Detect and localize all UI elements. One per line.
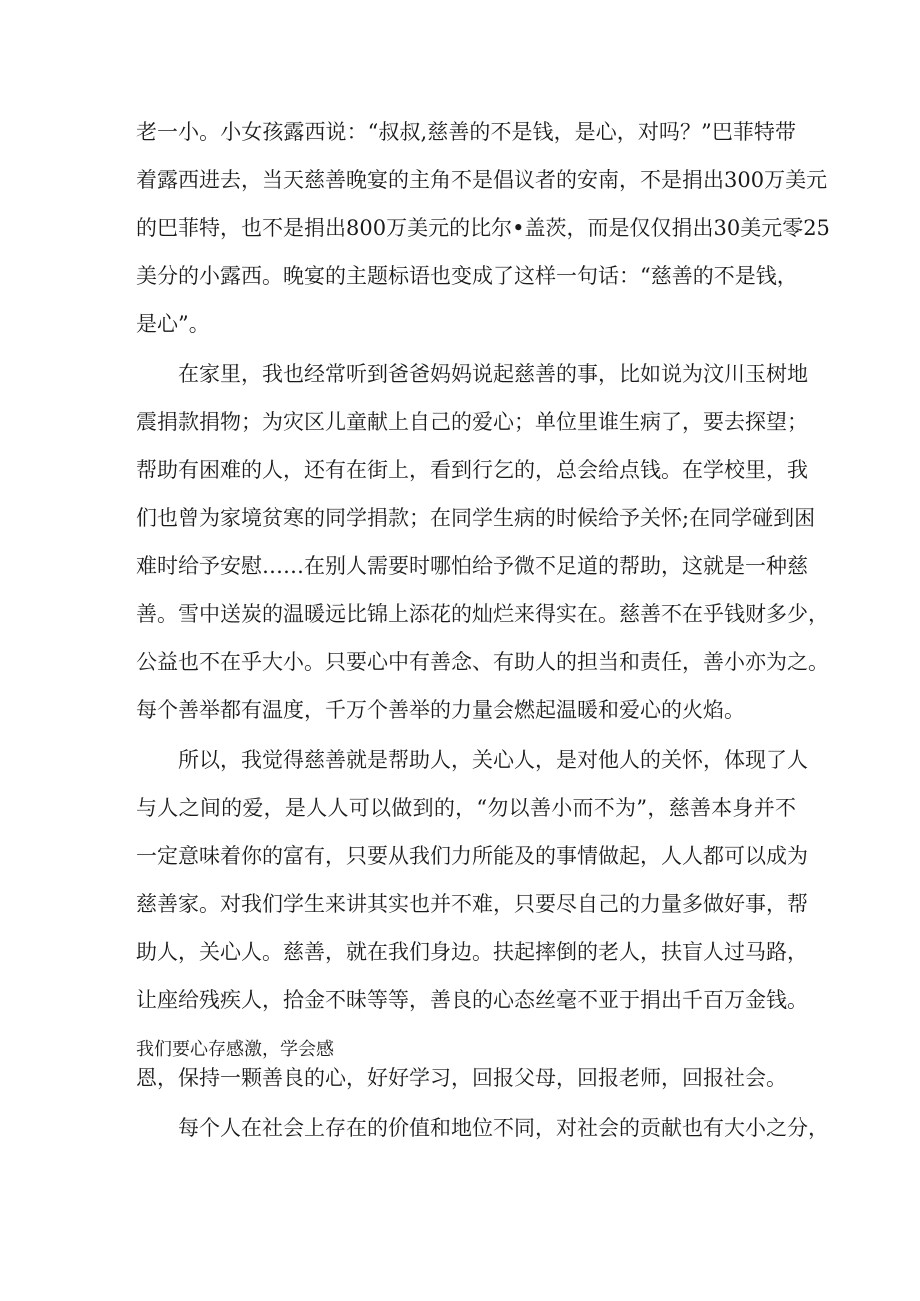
paragraph-1-line-5: 是心”。	[136, 312, 210, 336]
paragraph-2-line-1: 在家里，我也经常听到爸爸妈妈说起慈善的事，比如说为汶川玉树地	[178, 362, 808, 386]
paragraph-2-line-8: 每个善举都有温度，千万个善举的力量会燃起温暖和爱心的火焰。	[136, 698, 745, 722]
paragraph-3-line-1: 所以，我觉得慈善就是帮助人，关心人，是对他人的关怀，体现了人	[178, 748, 808, 772]
paragraph-2-line-2: 震捐款捐物；为灾区儿童献上自己的爱心；单位里谁生病了，要去探望；	[136, 410, 808, 434]
paragraph-1-line-4: 美分的小露西。晚宴的主题标语也变成了这样一句话：“慈善的不是钱，	[136, 264, 798, 288]
paragraph-3-line-4: 慈善家。对我们学生来讲其实也并不难，只要尽自己的力量多做好事，帮	[136, 892, 808, 916]
paragraph-1-line-2: 着露西进去，当天慈善晚宴的主角不是倡议者的安南，不是捐出300万美元	[136, 168, 828, 192]
paragraph-2-line-3: 帮助有困难的人，还有在街上，看到行乞的，总会给点钱。在学校里，我	[136, 458, 808, 482]
paragraph-1-line-1: 老一小。小女孩露西说：“叔叔,慈善的不是钱，是心，对吗？”巴菲特带	[136, 120, 796, 144]
paragraph-2-line-4: 们也曾为家境贫寒的同学捐款；在同学生病的时候给予关怀;在同学碰到困	[136, 506, 816, 530]
paragraph-3-line-7: 我们要心存感激，学会感	[136, 1039, 334, 1060]
paragraph-2-line-6: 善。雪中送炭的温暖远比锦上添花的灿烂来得实在。慈善不在乎钱财多少，	[136, 602, 829, 626]
paragraph-3-line-3: 一定意味着你的富有，只要从我们力所能及的事情做起，人人都可以成为	[136, 844, 808, 868]
paragraph-3-line-5: 助人，关心人。慈善，就在我们身边。扶起摔倒的老人，扶盲人过马路，	[136, 940, 808, 964]
paragraph-2-line-5: 难时给予安慰……在别人需要时哪怕给予微不足道的帮助，这就是一种慈	[136, 554, 808, 578]
paragraph-1-line-3: 的巴菲特，也不是捐出800万美元的比尔•盖茨，而是仅仅捐出30美元零25	[136, 216, 830, 240]
paragraph-3-line-2: 与人之间的爱，是人人可以做到的，“勿以善小而不为”，慈善本身并不	[136, 796, 796, 820]
paragraph-4-line-1: 每个人在社会上存在的价值和地位不同，对社会的贡献也有大小之分，	[178, 1116, 829, 1140]
paragraph-3-line-6: 让座给残疾人，拾金不昧等等，善良的心态丝毫不亚于捐出千百万金钱。	[136, 988, 808, 1012]
paragraph-3-line-8: 恩，保持一颗善良的心，好好学习，回报父母，回报老师，回报社会。	[136, 1066, 787, 1090]
paragraph-2-line-7: 公益也不在乎大小。只要心中有善念、有助人的担当和责任，善小亦为之。	[136, 650, 829, 674]
